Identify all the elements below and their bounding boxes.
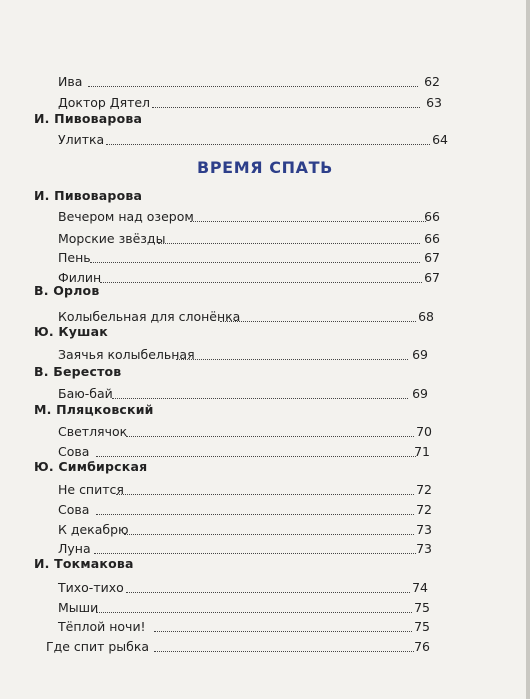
entry-title: Сова — [58, 502, 90, 517]
author-heading — [0, 459, 530, 475]
dot-leader — [154, 651, 414, 652]
page-number: 75 — [414, 600, 430, 615]
dot-leader — [220, 321, 416, 322]
author-name: И. Токмакова — [34, 556, 134, 571]
author-heading — [0, 188, 530, 204]
page-number: 71 — [414, 444, 430, 459]
page-number: 63 — [426, 95, 442, 110]
page-edge-shadow — [526, 0, 530, 699]
author-heading — [0, 111, 530, 127]
entry-title: Где спит рыбка — [46, 639, 150, 654]
author-name: В. Орлов — [34, 283, 100, 298]
dot-leader — [112, 398, 408, 399]
entry-title: Не спится — [58, 482, 124, 497]
dot-leader — [176, 359, 408, 360]
dot-leader — [190, 221, 426, 222]
page-number: 68 — [418, 309, 434, 324]
entry-title: Морские звёзды — [58, 231, 166, 246]
page-number: 66 — [424, 209, 440, 224]
entry-title: Мыши — [58, 600, 99, 615]
toc-entry[interactable] — [0, 600, 530, 616]
toc-entry[interactable] — [0, 209, 530, 225]
entry-title: Тёплой ночи! — [58, 619, 146, 634]
toc-entry[interactable] — [0, 522, 530, 538]
author-heading — [0, 364, 530, 380]
toc-entry[interactable] — [0, 502, 530, 518]
entry-title: Светлячок — [58, 424, 128, 439]
entry-title: Улитка — [58, 132, 105, 147]
dot-leader — [96, 612, 412, 613]
dot-leader — [106, 144, 430, 145]
toc-entry[interactable] — [0, 639, 530, 655]
dot-leader — [152, 107, 420, 108]
section-title: ВРЕМЯ СПАТЬ — [197, 158, 333, 177]
entry-title: Ива — [58, 74, 83, 89]
toc-entry[interactable] — [0, 386, 530, 402]
toc-entry[interactable] — [0, 541, 530, 557]
dot-leader — [96, 456, 416, 457]
author-name: И. Пивоварова — [34, 188, 143, 203]
dot-leader — [126, 592, 410, 593]
entry-title: Пень — [58, 250, 91, 265]
toc-entry[interactable] — [0, 482, 530, 498]
page-number: 74 — [412, 580, 428, 595]
page-number: 66 — [424, 231, 440, 246]
dot-leader — [88, 86, 418, 87]
dot-leader — [124, 534, 414, 535]
entry-title: Вечером над озером — [58, 209, 194, 224]
dot-leader — [154, 631, 412, 632]
toc-entry[interactable] — [0, 424, 530, 440]
page-number: 72 — [416, 482, 432, 497]
dot-leader — [90, 262, 420, 263]
toc-entry[interactable] — [0, 444, 530, 460]
toc-entry[interactable] — [0, 250, 530, 266]
dot-leader — [96, 514, 414, 515]
entry-title: Луна — [58, 541, 91, 556]
author-heading — [0, 556, 530, 572]
page-number: 67 — [424, 250, 440, 265]
page-number: 64 — [432, 132, 448, 147]
page-number: 76 — [414, 639, 430, 654]
dot-leader — [94, 553, 416, 554]
page-number: 70 — [416, 424, 432, 439]
toc-entry[interactable] — [0, 231, 530, 247]
toc-entry[interactable] — [0, 580, 530, 596]
entry-title: Доктор Дятел — [58, 95, 151, 110]
page-number: 73 — [416, 522, 432, 537]
page-number: 73 — [416, 541, 432, 556]
toc-entry[interactable] — [0, 309, 530, 325]
author-heading — [0, 324, 530, 340]
toc-entry[interactable] — [0, 95, 530, 111]
page-number: 69 — [412, 347, 428, 362]
page-number: 62 — [424, 74, 440, 89]
page-number: 69 — [412, 386, 428, 401]
toc-entry[interactable] — [0, 619, 530, 635]
entry-title: Тихо-тихо — [58, 580, 124, 595]
author-heading — [0, 402, 530, 418]
author-name: И. Пивоварова — [34, 111, 143, 126]
dot-leader — [126, 436, 414, 437]
dot-leader — [158, 243, 420, 244]
page-number: 75 — [414, 619, 430, 634]
toc-entry[interactable] — [0, 132, 530, 148]
author-name: В. Берестов — [34, 364, 122, 379]
page-number: 67 — [424, 270, 440, 285]
author-name: Ю. Симбирская — [34, 459, 148, 474]
entry-title: Сова — [58, 444, 90, 459]
author-heading — [0, 283, 530, 299]
author-name: Ю. Кушак — [34, 324, 108, 339]
author-name: М. Пляцковский — [34, 402, 154, 417]
entry-title: Заячья колыбельная — [58, 347, 195, 362]
entry-title: К декабрю — [58, 522, 129, 537]
dot-leader — [116, 494, 414, 495]
page-number: 72 — [416, 502, 432, 517]
toc-entry[interactable] — [0, 347, 530, 363]
entry-title: Филин — [58, 270, 102, 285]
toc-entry[interactable] — [0, 74, 530, 90]
entry-title: Баю-бай — [58, 386, 113, 401]
entry-title: Колыбельная для слонёнка — [58, 309, 241, 324]
